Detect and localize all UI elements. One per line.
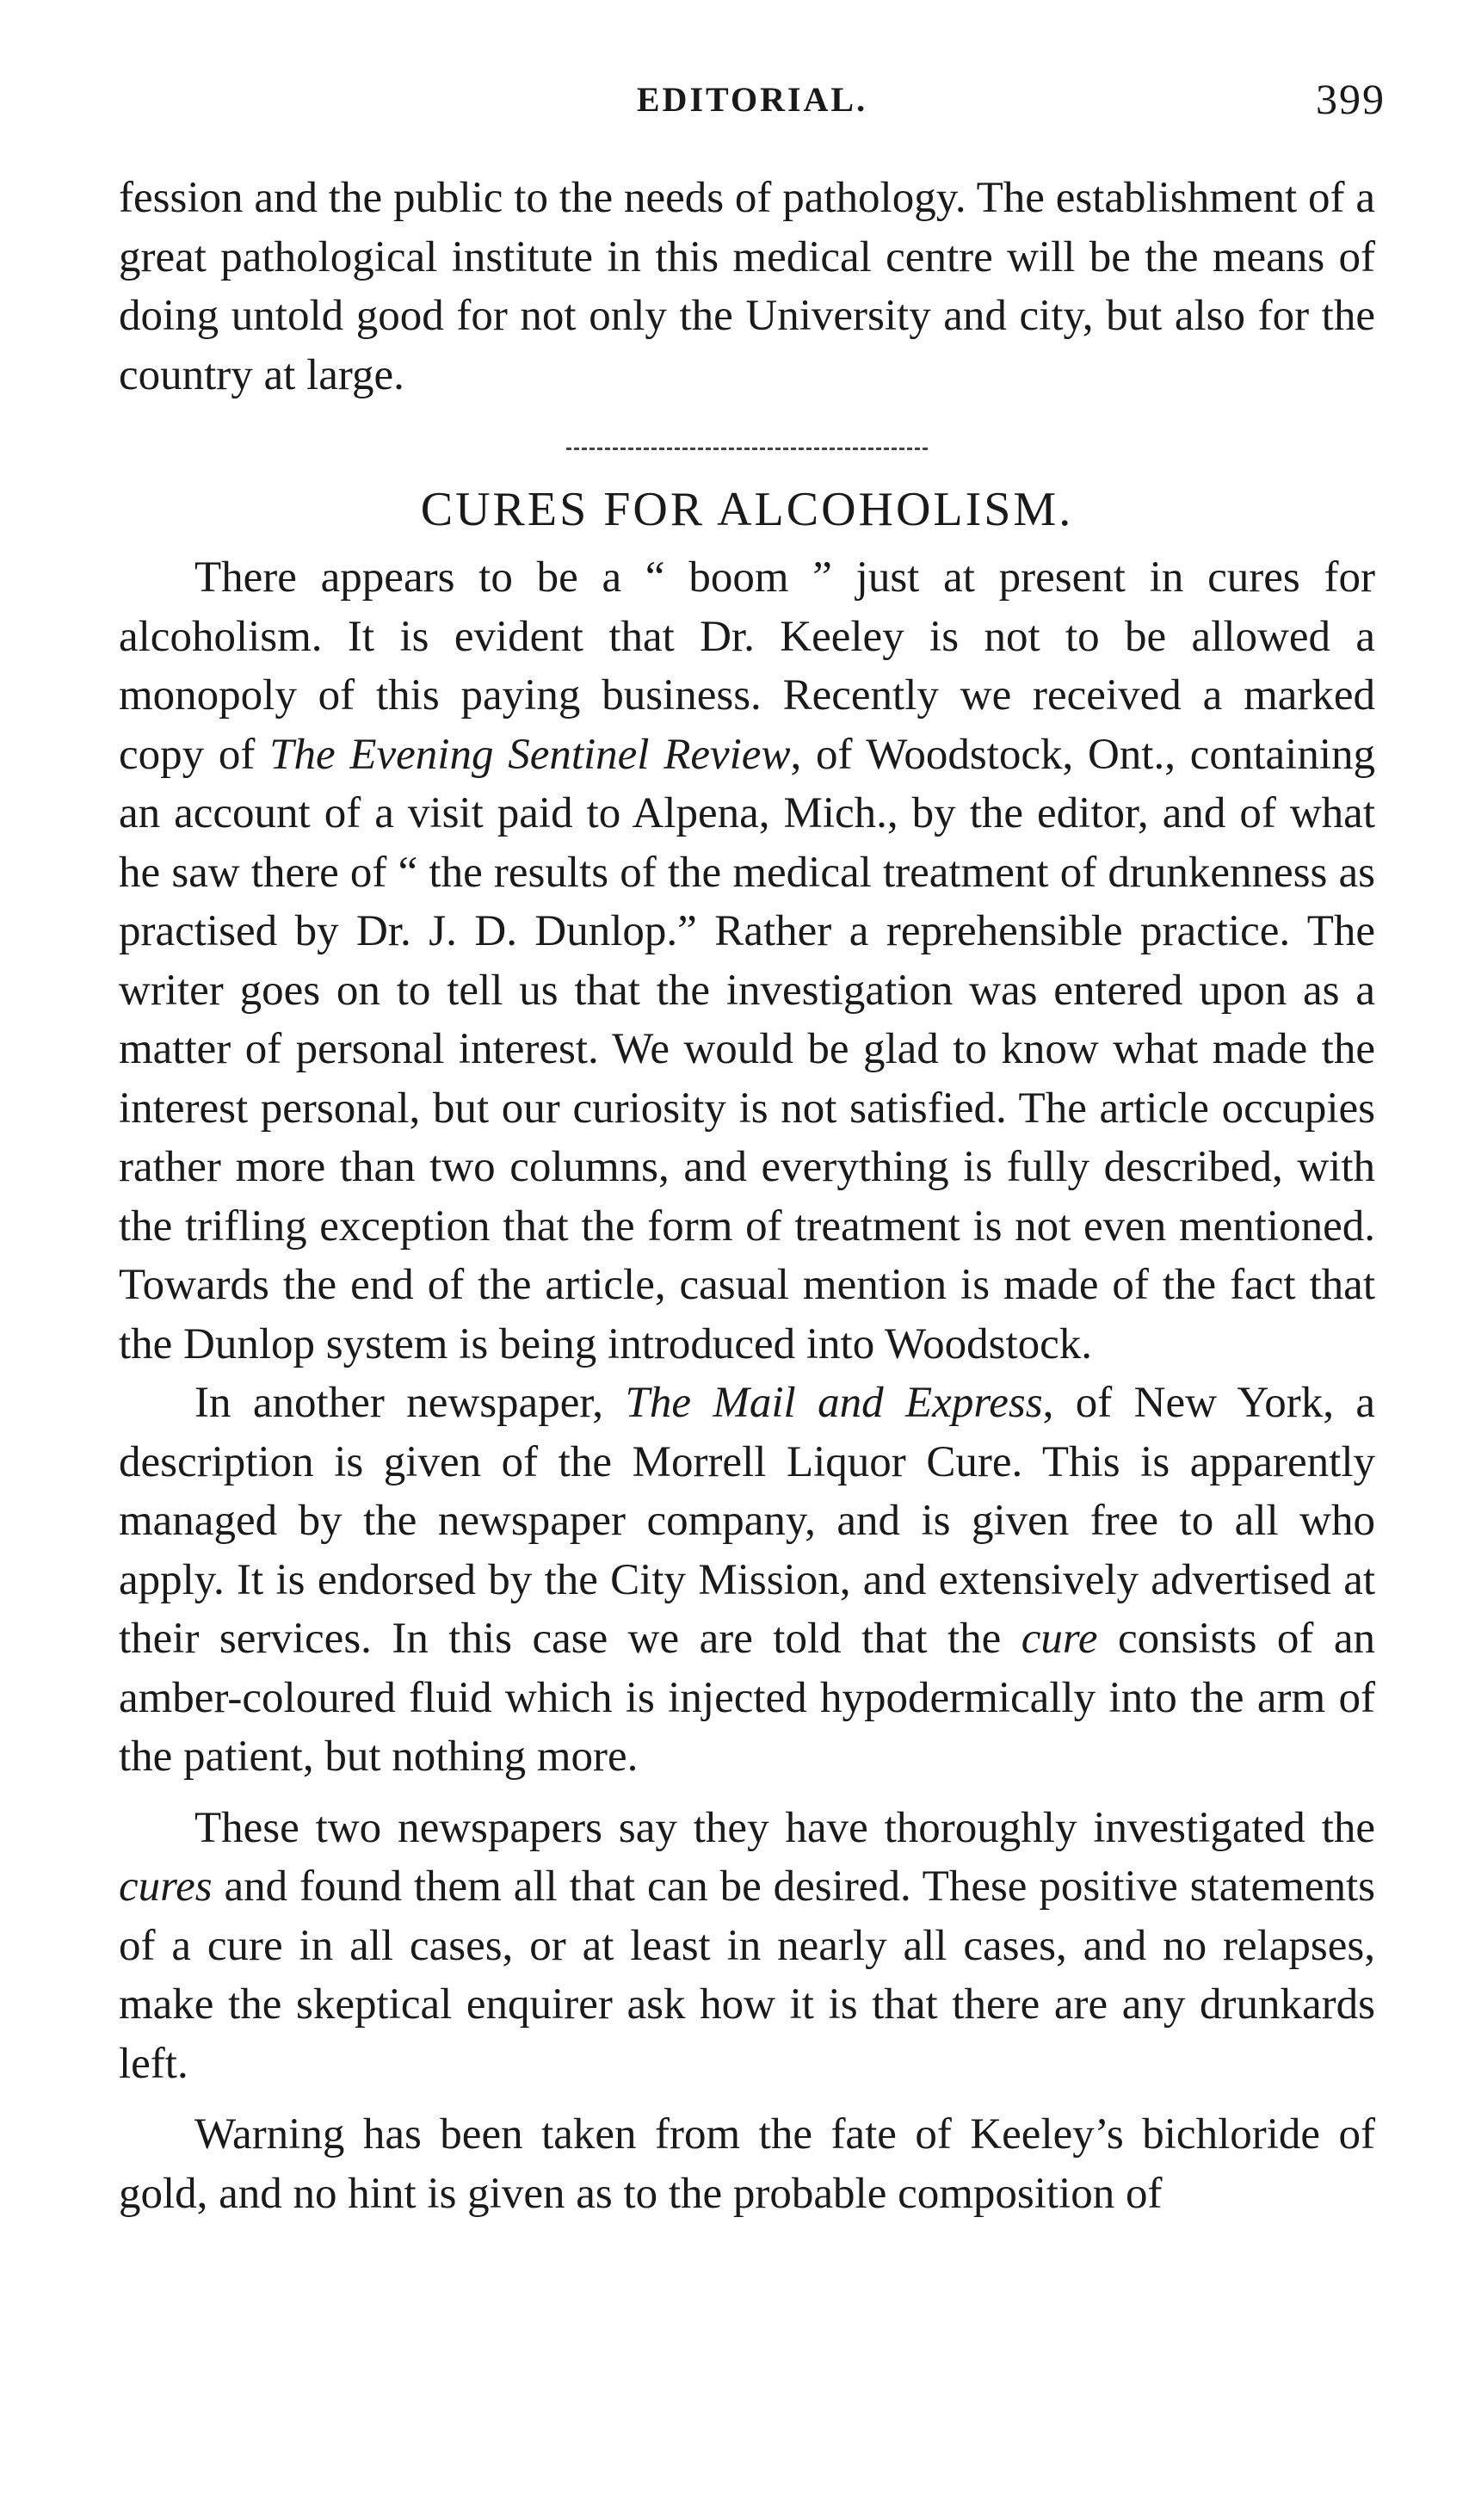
article-paragraph-2 [119,1374,1375,1787]
paragraph-2-text-a: In another newspaper, [194,1379,626,1427]
newspaper-title-mail-express: The Mail and Express [625,1379,1043,1427]
article-paragraph-3 [119,1799,1375,2094]
continuation-paragraph: fession and the public to the needs of pathology. The establishment of a great pathological institute in this medical centre will be the means of doing untold good for not only the University and city, but also for the country at large. [119,174,1375,399]
running-head [119,75,1386,139]
paragraph-1-text-c: , of Woodstock, Ont., containing an account of a visit paid to Alpena, Mich., by the editor, and of what he saw there of “ the results of the medical treatment of drunkenness as practised by Dr. J. D. Dunlop.” Rather a reprehensible practice. The writer goes on to tell us that the investigation was entered upon as a matter of personal interest. We would be glad to know what made the interest personal, but our curiosity is not satisfied. The article occupies rather more than two columns, and everything is fully described, with the trifling exception that the form of treatment is not even mentioned. Towards the end of the article, casual mention is made of the fact that the Dunlop system is being introduced into Woodstock. [119,730,1375,1368]
page-number: 399 [1316,75,1386,123]
emphasis-cure: cure [1021,1615,1098,1663]
paragraph-2-text-c: , of New York, a description is given of the Morrell Liquor Cure. This is apparently managed by the newspaper company, and is given free to all who apply. It is endorsed by the City Mission, and extensively advertised at their services. In this case we are told that the [119,1379,1376,1663]
running-title: EDITORIAL. [636,80,868,119]
paragraph-3-text-a: These two newspapers say they have thoroughly investigated the [194,1803,1375,1852]
paragraph-3-text-c: and found them all that can be desired. These positive statements of a cure in all cases, or at least in nearly all cases, and no relapses, make the skeptical enquirer ask how it is that there are any drunkards left. [119,1862,1375,2088]
paragraph-1-text-a: There appears to be a “ boom ” just at present in cures for alcoholism. It is evident that Dr. Keeley is not to be allowed a monopoly of this paying business. Recently we received a marked copy of [119,553,1375,779]
article-paragraph-4: Warning has been taken from the fate of Keeley’s bichloride of gold, and no hint is given as to the probable composition of [119,2110,1375,2218]
newspaper-title-evening-sentinel: The Evening Sentinel Review [269,730,791,779]
article-heading: CURES FOR ALCOHOLISM. [420,483,1074,536]
emphasis-cures: cures [119,1862,213,1911]
paragraph-2-text-e: consists of an amber-coloured fluid which is injected hypodermically into the arm of the patient, but nothing more. [119,1615,1375,1781]
body-text [119,169,1375,2223]
article-paragraph-1 [119,548,1375,1374]
section-divider [566,448,928,450]
